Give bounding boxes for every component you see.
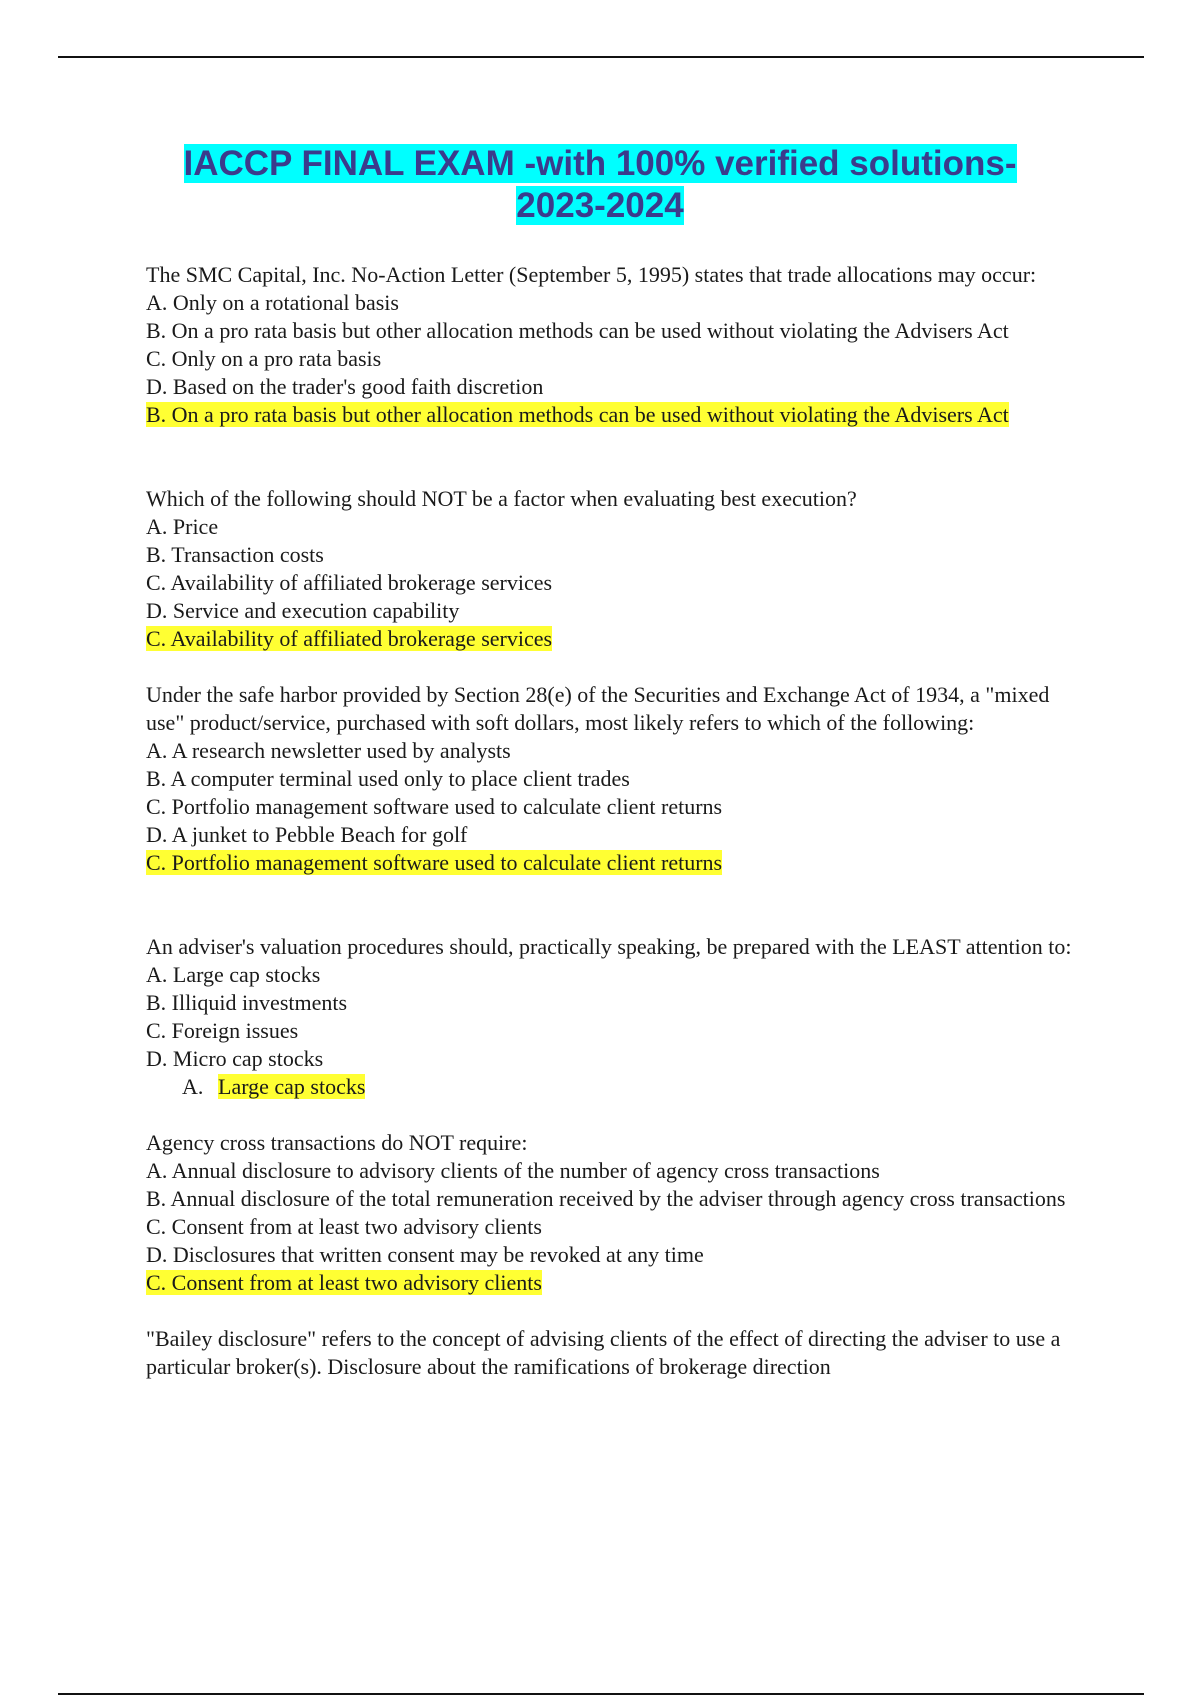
option: C. Only on a pro rata basis [146, 346, 382, 371]
option: A. Price [146, 514, 219, 539]
answer [146, 849, 1076, 877]
question-stem: Under the safe harbor provided by Section 28(e) of the Securities and Exchange Act of 1934, a "mixed use" product/service, purchased with soft dollars, most likely refers to which of the following: [146, 682, 1050, 735]
option: B. Transaction costs [146, 542, 324, 567]
question-stem: An adviser's valuation procedures should, practically speaking, be prepared with the LEAST attention to: [146, 934, 1072, 959]
question-stem: Agency cross transactions do NOT require: [146, 1130, 528, 1155]
question-stem: The SMC Capital, Inc. No-Action Letter (September 5, 1995) states that trade allocations may occur: [146, 262, 1037, 287]
option: B. On a pro rata basis but other allocation methods can be used without violating the Advisers Act [146, 318, 1009, 343]
option: D. A junket to Pebble Beach for golf [146, 822, 468, 847]
option: D. Service and execution capability [146, 598, 460, 623]
top-rule [58, 56, 1144, 58]
option: B. A computer terminal used only to place client trades [146, 766, 630, 791]
option: D. Based on the trader's good faith discretion [146, 374, 544, 399]
answer-highlight: C. Availability of affiliated brokerage services [146, 626, 553, 651]
question-stem: Which of the following should NOT be a factor when evaluating best execution? [146, 486, 857, 511]
bottom-rule [58, 1693, 1144, 1695]
option: C. Consent from at least two advisory clients [146, 1214, 542, 1239]
answer-highlight: B. On a pro rata basis but other allocation methods can be used without violating the Advisers Act [146, 402, 1009, 427]
option: B. Annual disclosure of the total remuneration received by the adviser through agency cross transactions [146, 1186, 1066, 1211]
title-line-2: 2023-2024 [516, 186, 684, 225]
answer-highlight: C. Portfolio management software used to calculate client returns [146, 850, 723, 875]
document-body [146, 261, 1076, 1381]
answer [146, 1073, 1076, 1101]
option: C. Portfolio management software used to calculate client returns [146, 794, 723, 819]
title-line-1: IACCP FINAL EXAM -with 100% verified solutions- [183, 144, 1017, 183]
question-stem: "Bailey disclosure" refers to the concept of advising clients of the effect of directing the adviser to use a particular broker(s). Disclosure about the ramifications of brokerage direction [146, 1326, 1061, 1379]
answer [146, 401, 1076, 429]
answer-highlight: C. Consent from at least two advisory clients [146, 1270, 542, 1295]
option: D. Micro cap stocks [146, 1046, 324, 1071]
option: A. Annual disclosure to advisory clients of the number of agency cross transactions [146, 1158, 880, 1183]
option: D. Disclosures that written consent may be revoked at any time [146, 1242, 704, 1267]
option: C. Foreign issues [146, 1018, 299, 1043]
option: C. Availability of affiliated brokerage services [146, 570, 553, 595]
answer [146, 1269, 1076, 1297]
answer-highlight: Large cap stocks [218, 1074, 366, 1099]
document-title [120, 143, 1080, 227]
option: B. Illiquid investments [146, 990, 348, 1015]
option: A. Large cap stocks [146, 962, 321, 987]
answer [146, 625, 1076, 653]
option: A. Only on a rotational basis [146, 290, 399, 315]
option: A. A research newsletter used by analysts [146, 738, 511, 763]
answer-letter: A. [182, 1074, 204, 1099]
